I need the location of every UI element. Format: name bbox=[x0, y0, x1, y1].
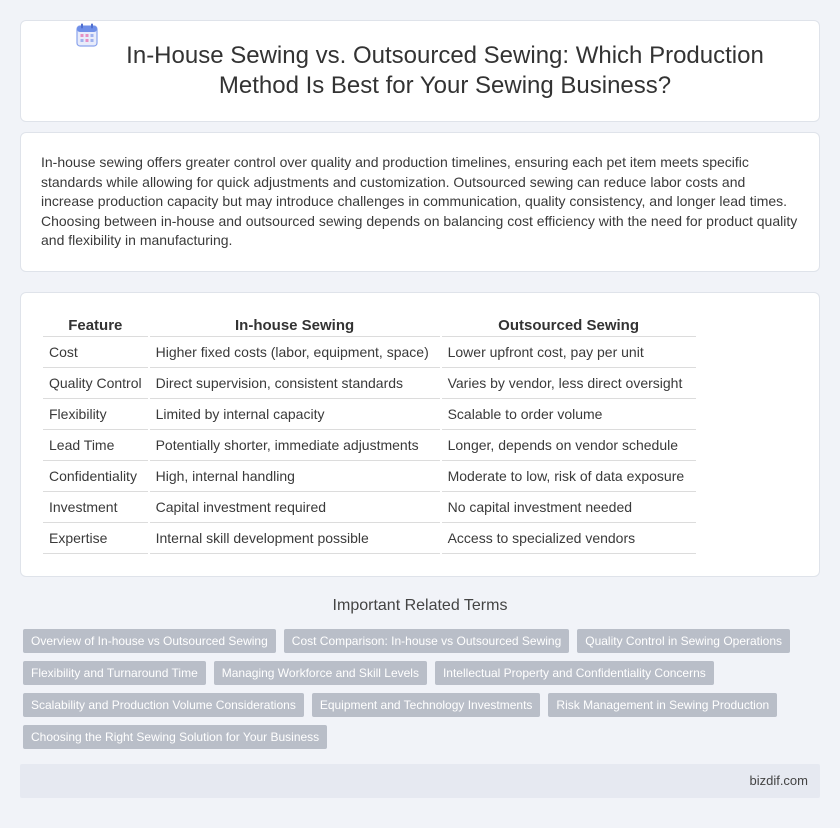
comparison-table-card bbox=[20, 292, 820, 577]
header-card bbox=[20, 20, 820, 122]
in-house-cell: Limited by internal capacity bbox=[150, 399, 440, 430]
feature-cell: Investment bbox=[43, 492, 148, 523]
related-term-tag[interactable]: Equipment and Technology Investments bbox=[312, 693, 541, 717]
footer-site-link[interactable]: bizdif.com bbox=[749, 773, 808, 788]
table-row bbox=[43, 399, 696, 430]
feature-cell: Lead Time bbox=[43, 430, 148, 461]
outsourced-cell: Access to specialized vendors bbox=[442, 523, 696, 554]
related-term-tag[interactable]: Quality Control in Sewing Operations bbox=[577, 629, 790, 653]
comparison-table bbox=[41, 315, 698, 554]
feature-cell: Confidentiality bbox=[43, 461, 148, 492]
table-row bbox=[43, 368, 696, 399]
header-outsourced: Outsourced Sewing bbox=[442, 315, 696, 337]
outsourced-cell: Varies by vendor, less direct oversight bbox=[442, 368, 696, 399]
related-term-tag[interactable]: Intellectual Property and Confidentiality Concerns bbox=[435, 661, 714, 685]
table-row bbox=[43, 523, 696, 554]
table-row bbox=[43, 337, 696, 368]
in-house-cell: Direct supervision, consistent standards bbox=[150, 368, 440, 399]
related-term-tag[interactable]: Cost Comparison: In-house vs Outsourced Sewing bbox=[284, 629, 569, 653]
footer-bar bbox=[20, 764, 820, 798]
in-house-cell: Capital investment required bbox=[150, 492, 440, 523]
in-house-cell: Potentially shorter, immediate adjustments bbox=[150, 430, 440, 461]
related-term-tag[interactable]: Choosing the Right Sewing Solution for Your Business bbox=[23, 725, 327, 749]
outsourced-cell: Scalable to order volume bbox=[442, 399, 696, 430]
outsourced-cell: Longer, depends on vendor schedule bbox=[442, 430, 696, 461]
feature-cell: Flexibility bbox=[43, 399, 148, 430]
outsourced-cell: Moderate to low, risk of data exposure bbox=[442, 461, 696, 492]
table-header-row bbox=[43, 315, 696, 337]
title-line-2: Method Is Best for Your Sewing Business? bbox=[218, 72, 672, 99]
in-house-cell: Higher fixed costs (labor, equipment, space) bbox=[150, 337, 440, 368]
header-in-house: In-house Sewing bbox=[150, 315, 440, 337]
related-term-tag[interactable]: Scalability and Production Volume Considerations bbox=[23, 693, 304, 717]
outsourced-cell: Lower upfront cost, pay per unit bbox=[442, 337, 696, 368]
header-feature: Feature bbox=[43, 315, 148, 337]
table-row bbox=[43, 430, 696, 461]
page-title bbox=[126, 41, 764, 101]
table-row bbox=[43, 461, 696, 492]
related-term-tag[interactable]: Managing Workforce and Skill Levels bbox=[214, 661, 427, 685]
intro-text: In-house sewing offers greater control over quality and production timelines, ensuring each pet item meets specific standards while allowing for quick adjustments and customization. Outsourced sewing can reduce labor costs and increase production capacity but may introduce challenges in communication, quality consistency, and longer lead times. Choosing between in-house and outsourced sewing depends on balancing cost efficiency with the need for product quality and flexibility in manufacturing. bbox=[41, 154, 798, 248]
feature-cell: Quality Control bbox=[43, 368, 148, 399]
in-house-cell: Internal skill development possible bbox=[150, 523, 440, 554]
outsourced-cell: No capital investment needed bbox=[442, 492, 696, 523]
feature-cell: Expertise bbox=[43, 523, 148, 554]
table-row bbox=[43, 492, 696, 523]
intro-card bbox=[20, 132, 820, 272]
feature-cell: Cost bbox=[43, 337, 148, 368]
related-terms-list bbox=[23, 629, 813, 749]
related-term-tag[interactable]: Risk Management in Sewing Production bbox=[548, 693, 777, 717]
related-term-tag[interactable]: Overview of In-house vs Outsourced Sewing bbox=[23, 629, 276, 653]
calendar-icon bbox=[76, 23, 98, 47]
related-term-tag[interactable]: Flexibility and Turnaround Time bbox=[23, 661, 206, 685]
related-terms-title: Important Related Terms bbox=[332, 597, 508, 614]
title-line-1: In-House Sewing vs. Outsourced Sewing: Which Production bbox=[126, 42, 764, 69]
in-house-cell: High, internal handling bbox=[150, 461, 440, 492]
